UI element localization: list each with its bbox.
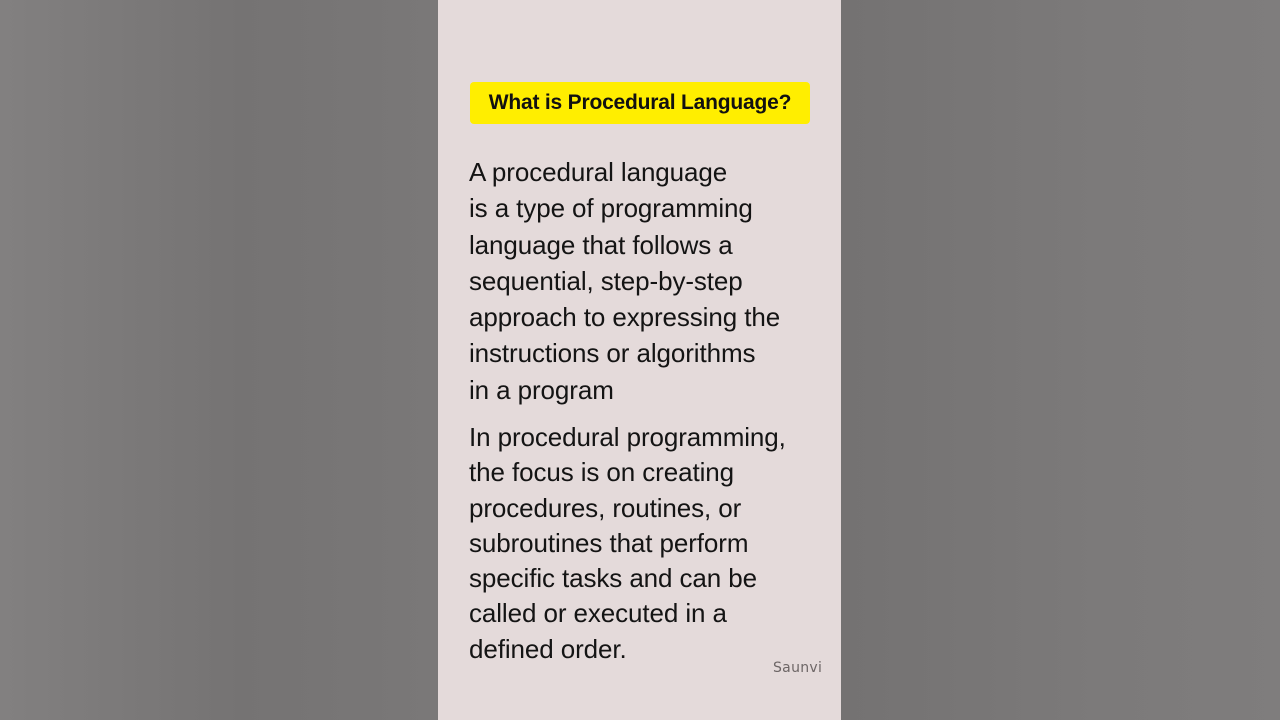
paragraph-line: approach to expressing the [469,302,781,333]
paragraph-line: subroutines that perform [469,527,749,558]
paragraph-line: procedures, routines, or [469,492,742,523]
paragraph-line: sequential, step-by-step [469,265,743,296]
paragraph-line: the focus is on creating [469,457,734,488]
right-blurred-background [841,0,1280,720]
content-card [438,0,841,720]
paragraph-line: instructions or algorithms [469,338,756,369]
paragraph-line: is a type of programming [469,193,753,224]
paragraph-line: language that follows a [469,229,733,260]
paragraph-line: in a program [469,374,614,405]
paragraph-line: defined order. [469,633,627,664]
paragraph-line: In procedural programming, [469,422,786,452]
paragraph-line: specific tasks and can be [469,563,757,594]
title-badge: What is Procedural Language? [470,82,810,124]
definition-paragraph [469,154,780,408]
paragraph-line: called or executed in a [469,598,727,629]
author-signature: Saunvi [773,660,823,676]
left-blurred-background [0,0,438,720]
paragraph-line: A procedural language [469,157,728,187]
focus-paragraph [469,420,786,667]
